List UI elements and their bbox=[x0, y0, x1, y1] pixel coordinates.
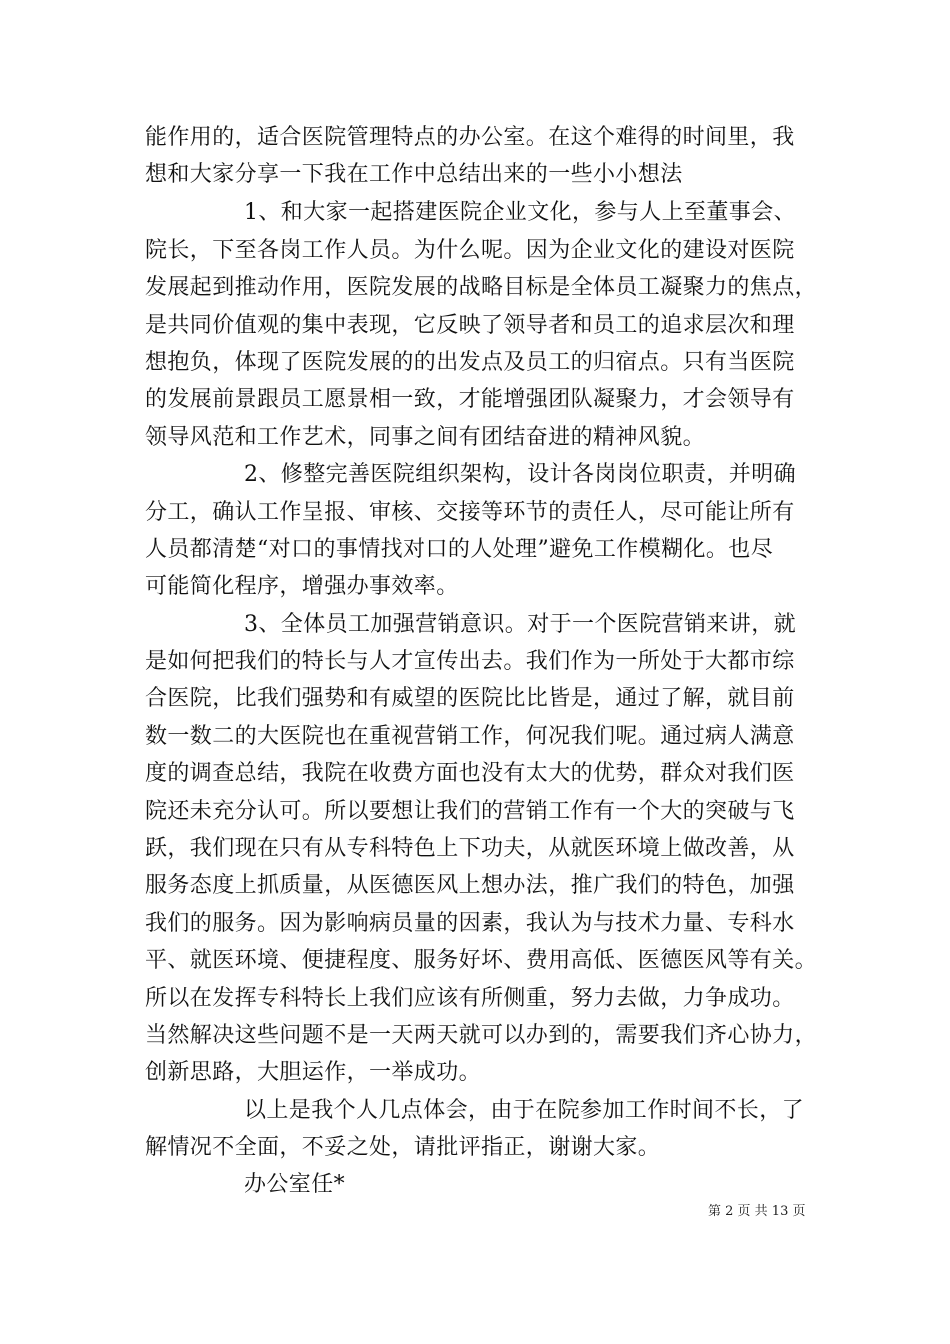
body-text-line: 度的调查总结，我院在收费方面也没有太大的优势，群众对我们医 bbox=[145, 761, 795, 786]
body-text-line: 所以在发挥专科特长上我们应该有所侧重，努力去做，力争成功。 bbox=[145, 986, 795, 1011]
paragraph-3-start: 3、全体员工加强营销意识。对于一个医院营销来讲，就 bbox=[244, 612, 796, 637]
body-text-line: 是共同价值观的集中表现，它反映了领导者和员工的追求层次和理 bbox=[145, 313, 795, 338]
body-text-line: 我们的服务。因为影响病员量的因素，我认为与技术力量、专科水 bbox=[145, 911, 795, 936]
body-text-line: 服务态度上抓质量，从医德医风上想办法，推广我们的特色，加强 bbox=[145, 873, 795, 898]
body-text-line: 是如何把我们的特长与人才宣传出去。我们作为一所处于大都市综 bbox=[145, 649, 795, 674]
body-text-line: 发展起到推动作用，医院发展的战略目标是全体员工凝聚力的焦点， bbox=[145, 275, 818, 300]
paragraph-1-start: 1、和大家一起搭建医院企业文化，参与人上至董事会、 bbox=[244, 200, 796, 225]
body-text-line: 创新思路，大胆运作，一举成功。 bbox=[145, 1060, 482, 1085]
body-text-line: 领导风范和工作艺术，同事之间有团结奋进的精神风貌。 bbox=[145, 425, 706, 450]
body-text-line: 想抱负，体现了医院发展的的出发点及员工的归宿点。只有当医院 bbox=[145, 350, 795, 375]
signature: 办公室任* bbox=[244, 1172, 346, 1197]
body-text-line: 想和大家分享一下我在工作中总结出来的一些小小想法 bbox=[145, 162, 683, 187]
closing-paragraph-start: 以上是我个人几点体会，由于在院参加工作时间不长，了 bbox=[244, 1098, 805, 1123]
page-number-footer: 第 2 页 共 13 页 bbox=[708, 1204, 806, 1219]
body-text-line: 院还未充分认可。所以要想让我们的营销工作有一个大的突破与飞 bbox=[145, 799, 795, 824]
body-text-line: 数一数二的大医院也在重视营销工作，何况我们呢。通过病人满意 bbox=[145, 724, 795, 749]
body-text-line: 人员都清楚“对口的事情找对口的人处理”避免工作模糊化。也尽 bbox=[145, 537, 774, 562]
body-text-line: 合医院，比我们强势和有威望的医院比比皆是，通过了解，就目前 bbox=[145, 686, 795, 711]
body-text-line: 解情况不全面，不妥之处，请批评指正，谢谢大家。 bbox=[145, 1135, 661, 1160]
body-text-line: 分工，确认工作呈报、审核、交接等环节的责任人，尽可能让所有 bbox=[145, 500, 795, 525]
body-text-line: 院长，下至各岗工作人员。为什么呢。因为企业文化的建设对医院 bbox=[145, 238, 795, 263]
body-text-line: 可能简化程序，增强办事效率。 bbox=[145, 574, 459, 599]
body-text-line: 平、就医环境、便捷程度、服务好坏、费用高低、医德医风等有关。 bbox=[145, 948, 818, 973]
body-text-line: 的发展前景跟员工愿景相一致，才能增强团队凝聚力，才会领导有 bbox=[145, 387, 795, 412]
paragraph-2-start: 2、修整完善医院组织架构，设计各岗岗位职责，并明确 bbox=[244, 462, 796, 487]
body-text-line: 跃，我们现在只有从专科特色上下功夫，从就医环境上做改善，从 bbox=[145, 836, 795, 861]
body-text-line: 能作用的，适合医院管理特点的办公室。在这个难得的时间里，我 bbox=[145, 125, 795, 150]
body-text-line: 当然解决这些问题不是一天两天就可以办到的，需要我们齐心协力， bbox=[145, 1023, 818, 1048]
